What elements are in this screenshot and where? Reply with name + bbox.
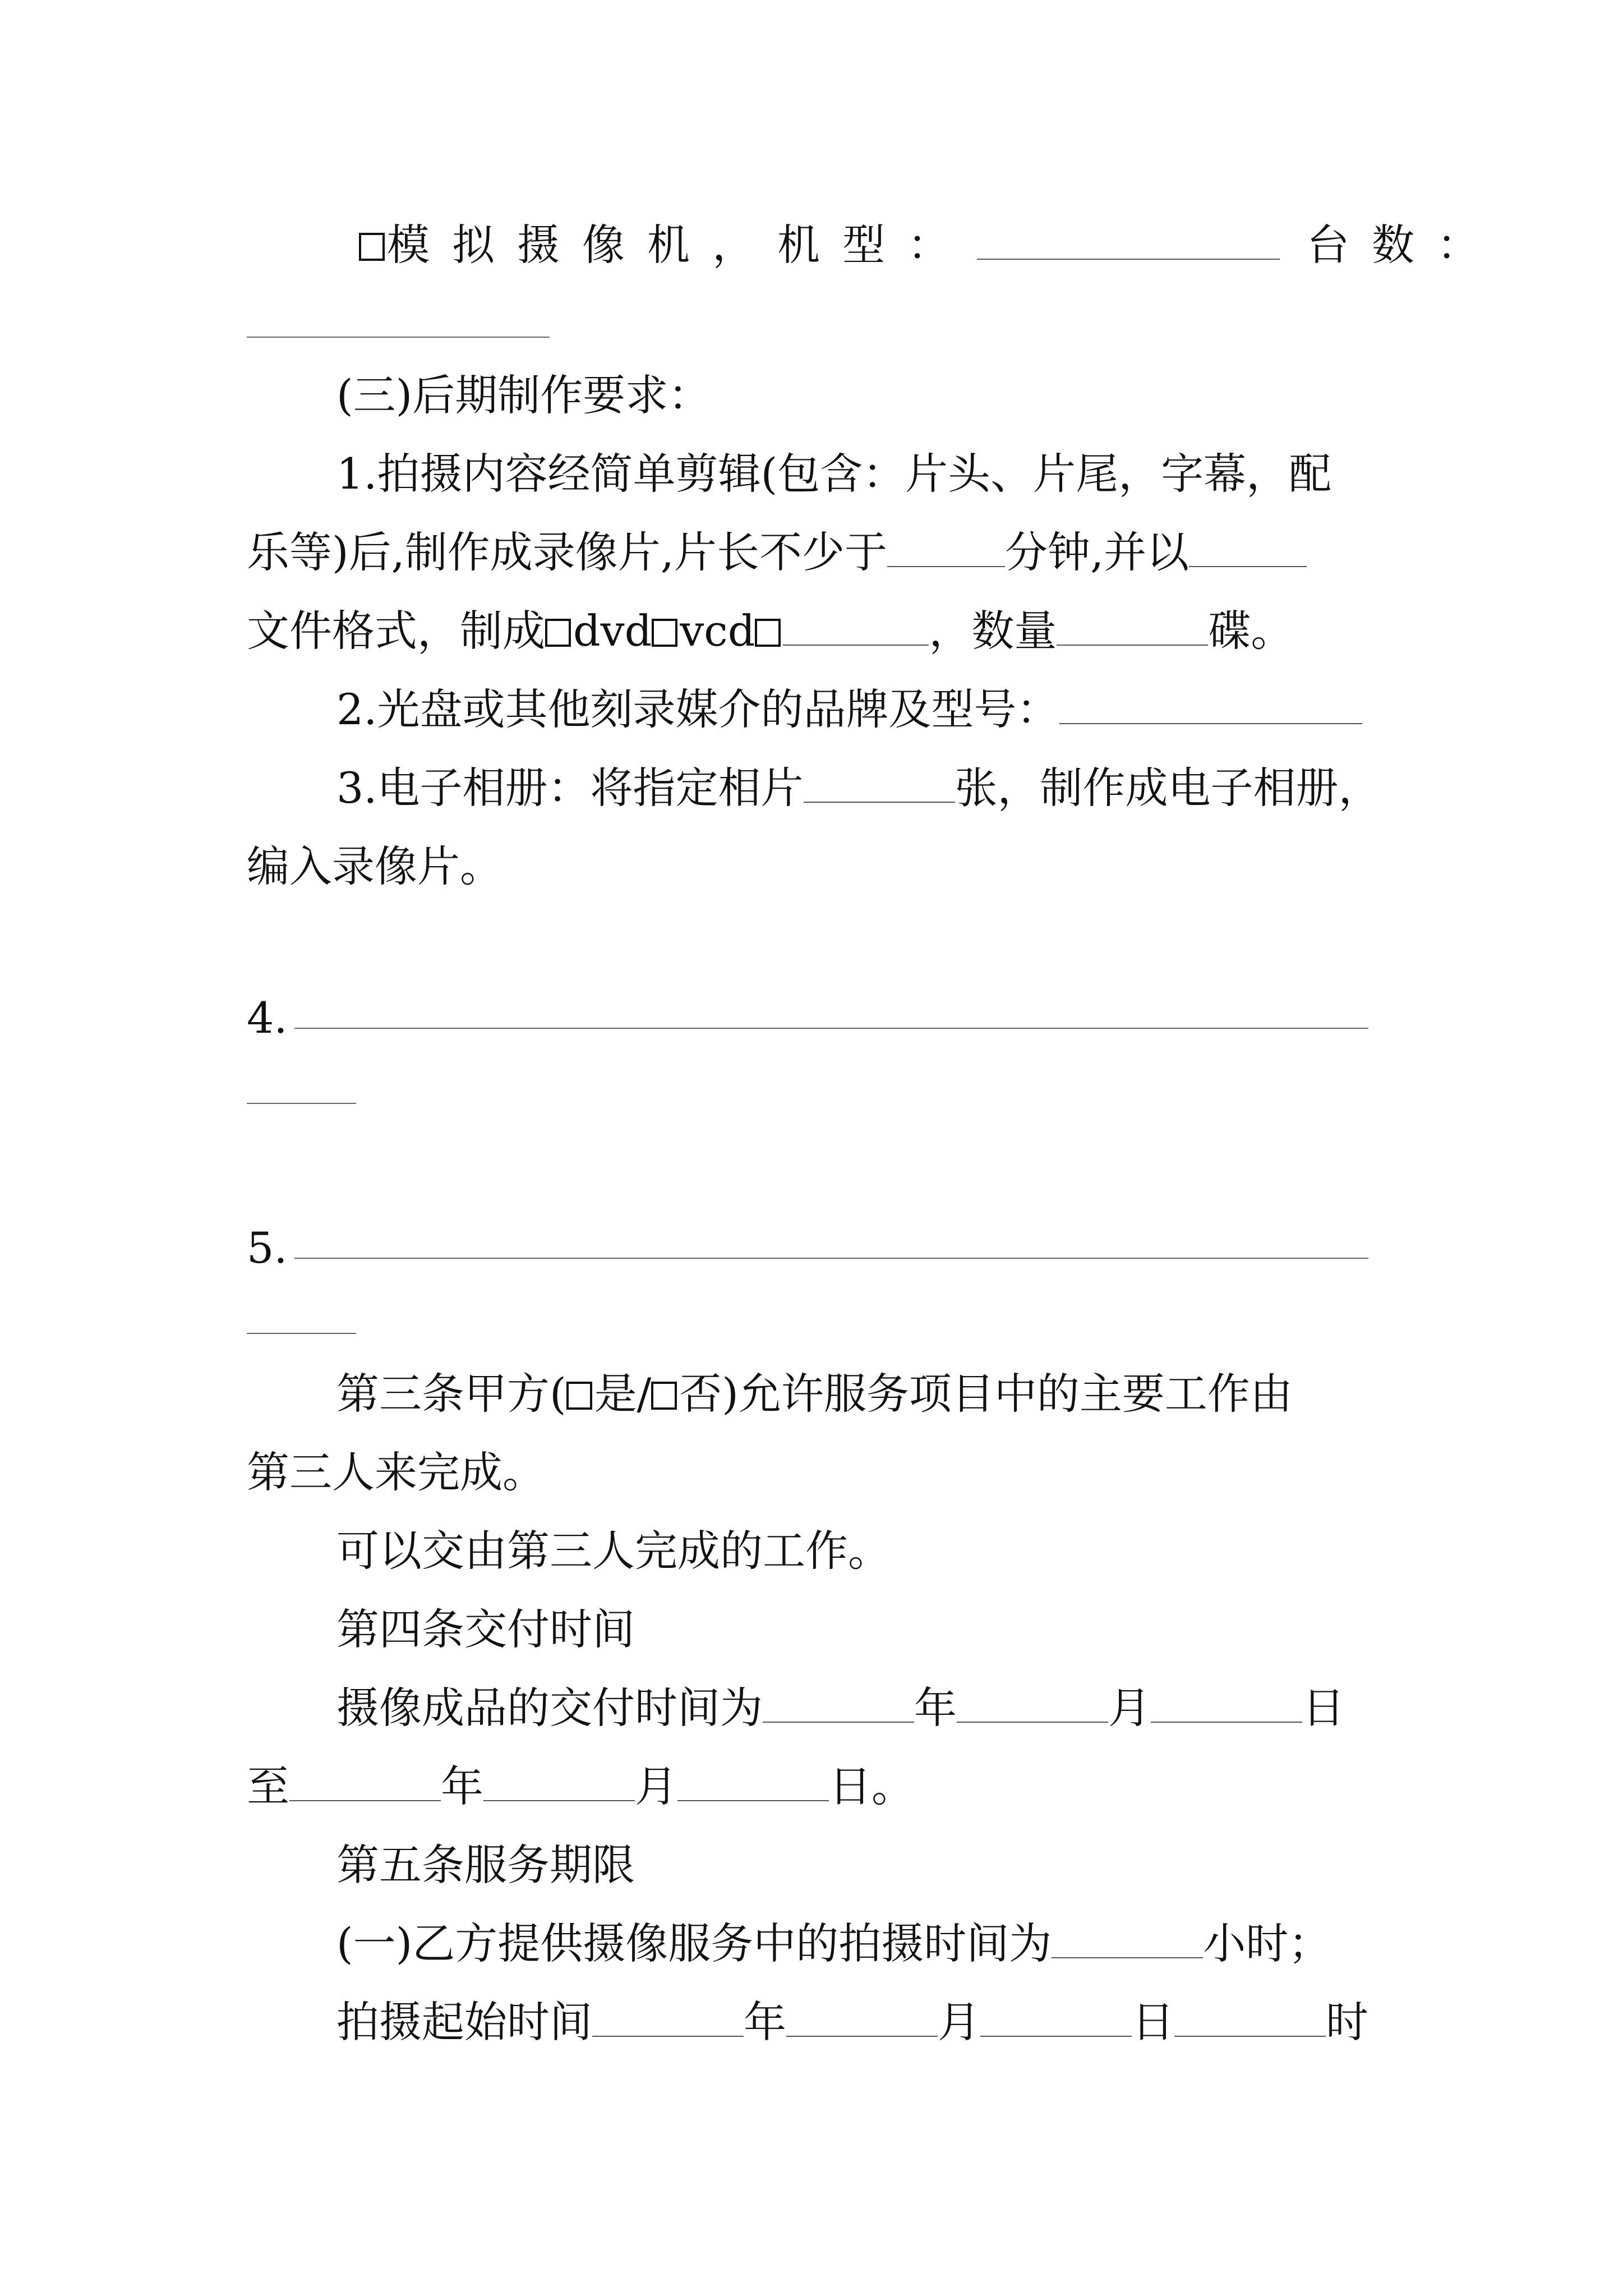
delivery-start-year-field[interactable] xyxy=(763,1686,914,1723)
item1-line-a: 1.拍摄内容经简单剪辑(包含：片头、片尾，字幕，配 xyxy=(336,449,1332,499)
item3-line-b: 编入录像片。 xyxy=(247,841,502,891)
camera-model-field[interactable] xyxy=(977,223,1280,260)
year-label: 年 xyxy=(914,1683,957,1733)
delivery-start-month-field[interactable] xyxy=(957,1686,1108,1723)
checkbox-vcd[interactable] xyxy=(652,619,677,647)
shooting-time-label: (一)乙方提供摄像服务中的拍摄时间为 xyxy=(336,1918,1052,1968)
item5-label: 5. xyxy=(247,1223,288,1273)
item5-field-line2[interactable] xyxy=(247,1333,356,1334)
item3-text-a2: 张，制作成电子相册， xyxy=(955,763,1381,813)
start-year-field[interactable] xyxy=(592,2000,744,2037)
article3-line-b: 第三人来完成。 xyxy=(247,1447,545,1497)
checkbox-analog-camera[interactable] xyxy=(359,233,385,261)
month-label: 月 xyxy=(938,1997,980,2047)
article5-item1 xyxy=(336,1913,1331,1975)
quantity-text: ，数量 xyxy=(929,606,1057,656)
month-label: 月 xyxy=(1108,1683,1151,1733)
analog-camera-label: 模拟摄像机，机型： xyxy=(387,220,972,270)
delivery-end-year-field[interactable] xyxy=(289,1764,441,1801)
article4-line-b xyxy=(247,1756,914,1818)
delivery-start-day-field[interactable] xyxy=(1151,1686,1302,1723)
month-label: 月 xyxy=(635,1761,677,1811)
year-label: 年 xyxy=(744,1997,786,2047)
checkbox-dvd[interactable] xyxy=(545,619,571,647)
vcd-label: vcd xyxy=(680,606,755,656)
delivery-end-month-field[interactable] xyxy=(483,1764,635,1801)
dvd-label: dvd xyxy=(573,606,652,656)
item1-text-b2: 分钟,并以 xyxy=(1004,527,1189,577)
checkbox-other-format[interactable] xyxy=(755,619,781,647)
article4-line-a xyxy=(336,1677,1345,1739)
start-hour-field[interactable] xyxy=(1174,2000,1326,2037)
media-brand-field[interactable] xyxy=(1059,687,1362,724)
checkbox-allow-no[interactable] xyxy=(651,1382,677,1410)
article4-title: 第四条交付时间 xyxy=(336,1604,635,1654)
item4-field-line2[interactable] xyxy=(247,1103,356,1104)
hour-label: 时 xyxy=(1326,1997,1368,2047)
item4-label: 4. xyxy=(247,993,288,1043)
day-label: 日 xyxy=(1132,1997,1174,2047)
allow-yes-label: 是/ xyxy=(594,1369,652,1419)
article3-text-a: 第三条甲方( xyxy=(336,1369,566,1419)
item2-line xyxy=(336,679,1362,740)
file-format-field[interactable] xyxy=(1189,530,1307,567)
item1-text-c: 文件格式，制成 xyxy=(247,606,545,656)
article3-line-a xyxy=(336,1363,1293,1425)
article5-title: 第五条服务期限 xyxy=(336,1840,635,1890)
item5-field-line1[interactable] xyxy=(294,1258,1368,1259)
section-heading-post-production: (三)后期制作要求： xyxy=(336,370,711,420)
day-end-label: 日。 xyxy=(829,1761,914,1811)
checkbox-allow-yes[interactable] xyxy=(566,1382,592,1410)
item1-text-end: 碟。 xyxy=(1208,606,1294,656)
start-time-label: 拍摄起始时间 xyxy=(336,1997,592,2047)
article3-note: 可以交由第三人完成的工作。 xyxy=(336,1526,891,1576)
analog-camera-line xyxy=(359,214,1502,276)
film-length-field[interactable] xyxy=(887,530,1005,567)
quantity-label: 台数： xyxy=(1307,220,1502,270)
article5-start-time xyxy=(336,1991,1368,2053)
disc-quantity-field[interactable] xyxy=(1057,609,1208,646)
delivery-time-label: 摄像成品的交付时间为 xyxy=(336,1683,763,1733)
item1-line-b xyxy=(247,522,1307,583)
start-month-field[interactable] xyxy=(786,2000,938,2037)
item3-text-a: 3.电子相册：将指定相片 xyxy=(336,763,804,813)
other-format-field[interactable] xyxy=(783,609,929,646)
item3-line-a xyxy=(336,757,1381,819)
hours-label: 小时； xyxy=(1203,1918,1331,1968)
item1-line-c xyxy=(247,600,1293,662)
start-day-field[interactable] xyxy=(980,2000,1132,2037)
item4-field-line1[interactable] xyxy=(294,1028,1368,1029)
item1-text-b: 乐等)后,制作成录像片,片长不少于 xyxy=(247,527,887,577)
to-label: 至 xyxy=(247,1761,289,1811)
photo-count-field[interactable] xyxy=(804,766,955,803)
item2-text: 2.光盘或其他刻录媒介的品牌及型号： xyxy=(336,684,1059,734)
camera-quantity-field[interactable] xyxy=(247,337,550,338)
year-label: 年 xyxy=(441,1761,483,1811)
delivery-end-day-field[interactable] xyxy=(677,1764,829,1801)
day-label: 日 xyxy=(1302,1683,1345,1733)
article3-text-no: 否)允许服务项目中的主要工作由 xyxy=(679,1369,1293,1419)
shooting-hours-field[interactable] xyxy=(1052,1921,1203,1958)
